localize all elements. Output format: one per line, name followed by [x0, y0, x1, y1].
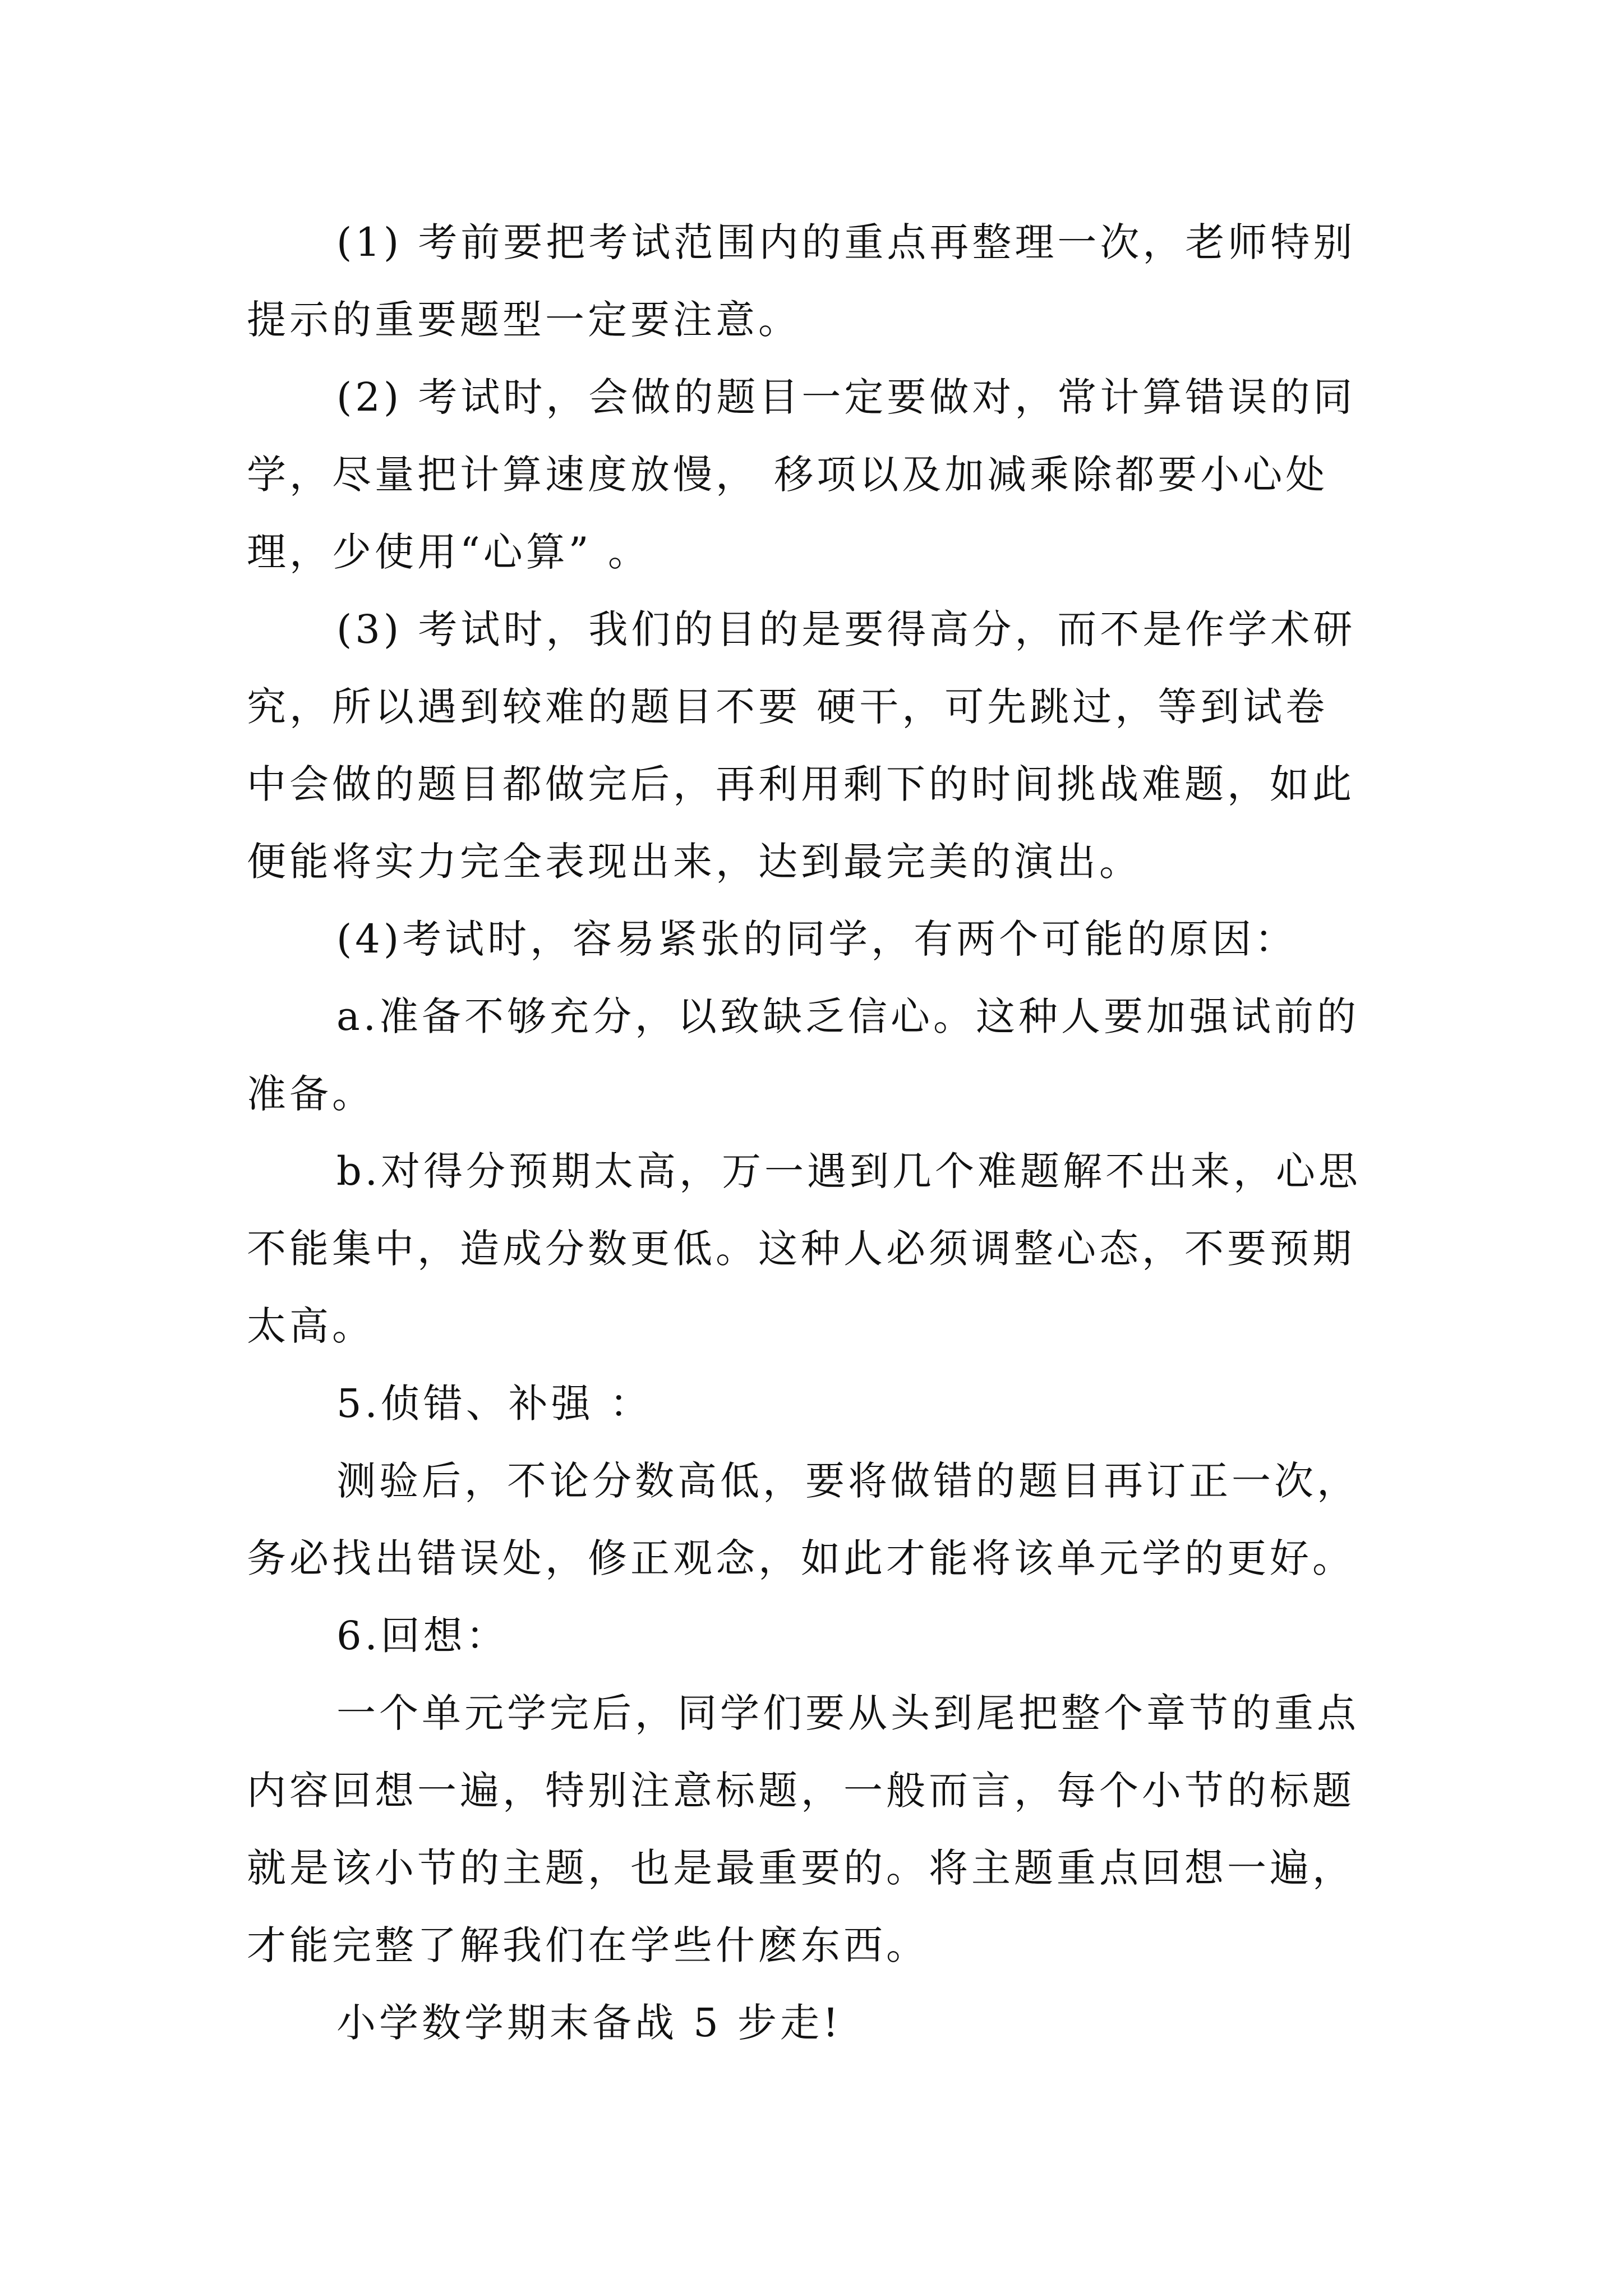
text-line: (1) 考前要把考试范围内的重点再整理一次，老师特别 — [336, 219, 1356, 265]
text-line: 太高。 — [247, 1303, 375, 1349]
text-line: 就是该小节的主题，也是最重要的。将主题重点回想一遍， — [247, 1845, 1355, 1891]
text-line: (2) 考试时，会做的题目一定要做对，常计算错误的同 — [336, 374, 1356, 420]
section-heading: 6.回想： — [336, 1613, 509, 1659]
text-line: 提示的重要题型一定要注意。 — [247, 297, 801, 343]
text-line: b.对得分预期太高，万一遇到几个难题解不出来，心思 — [336, 1148, 1362, 1194]
text-line: 一个单元学完后，同学们要从头到尾把整个章节的重点 — [336, 1690, 1359, 1736]
text-line: 测验后，不论分数高低，要将做错的题目再订正一次， — [336, 1458, 1359, 1504]
text-line: 小学数学期末备战 5 步走! — [336, 2000, 842, 2046]
text-line: a.准备不够充分，以致缺乏信心。这种人要加强试前的 — [336, 993, 1359, 1039]
section-heading: 5.侦错、补强 ： — [336, 1381, 653, 1427]
text-line: 务必找出错误处，修正观念，如此才能将该单元学的更好。 — [247, 1535, 1355, 1581]
text-line: 便能将实力完全表现出来，达到最完美的演出。 — [247, 839, 1142, 885]
text-line: 学，尽量把计算速度放慢， 移项以及加减乘除都要小心处 — [247, 452, 1329, 498]
text-line: 究，所以遇到较难的题目不要 硬干，可先跳过，等到试卷 — [247, 684, 1329, 730]
text-line: 理，少使用“心算” 。 — [247, 529, 651, 575]
text-line: (4)考试时，容易紧张的同学，有两个可能的原因： — [336, 916, 1298, 962]
text-line: 不能集中，造成分数更低。这种人必须调整心态，不要预期 — [247, 1226, 1355, 1272]
text-line: (3) 考试时，我们的目的是要得高分，而不是作学术研 — [336, 606, 1356, 652]
text-line: 准备。 — [247, 1071, 375, 1117]
text-line: 才能完整了解我们在学些什麽东西。 — [247, 1922, 929, 1968]
text-line: 内容回想一遍，特别注意标题，一般而言，每个小节的标题 — [247, 1768, 1355, 1814]
text-line: 中会做的题目都做完后，再利用剩下的时间挑战难题，如此 — [247, 761, 1355, 807]
